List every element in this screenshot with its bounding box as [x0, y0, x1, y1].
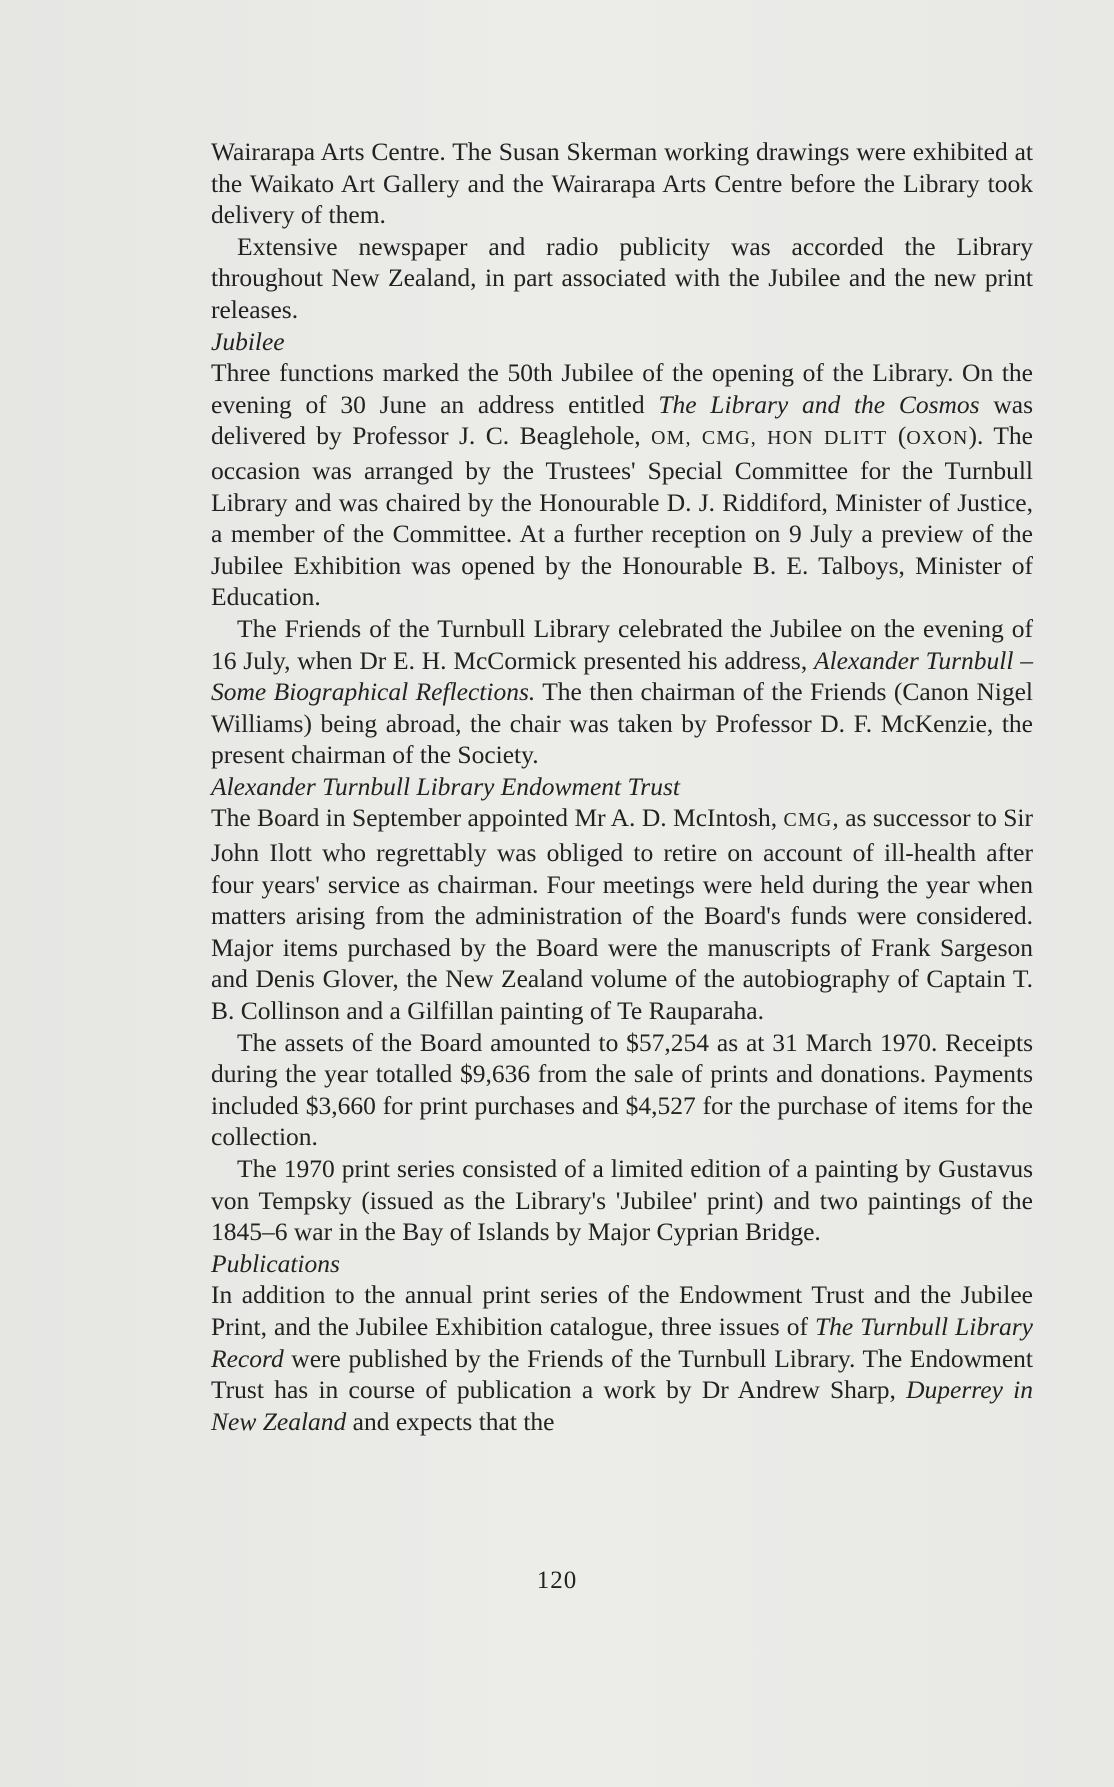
paragraph: Extensive newspaper and radio publicity was accorded the Library throughout New Zealand, in part associated with the Jubilee and the new print releases.: [211, 231, 1033, 324]
section-heading-jubilee: Jubilee: [211, 326, 285, 356]
paragraph: The Friends of the Turnbull Library celebrated the Jubilee on the evening of 16 July, when Dr E. H. McCormick presented his address, Alexander Turnbull – Some Biographical Reflections. The then chairman of the Friends (Canon Nigel Williams) being abroad, the chair was taken by Professor D. F. McKenzie, the present chairman of the Society.: [211, 613, 1033, 770]
italic-title: Alexander Turnbull – Some Biographical Reflections.: [211, 645, 1033, 707]
paragraph: The 1970 print series consisted of a limited edition of a painting by Gustavus von Tempsky (issued as the Library's 'Jubilee' print) and two paintings of the 1845–6 war in the Bay of Islands by Major Cyprian Bridge.: [211, 1154, 1033, 1247]
body-text: [211, 136, 1033, 1437]
section-heading-endowment-trust: Alexander Turnbull Library Endowment Trust: [211, 771, 680, 801]
italic-title: The Library and the Cosmos: [658, 389, 980, 419]
italic-title: Duperrey in New Zealand: [211, 1375, 1033, 1436]
small-caps: CMG: [783, 809, 833, 832]
italic-title: The Turnbull Library Record: [211, 1311, 1033, 1373]
small-caps: OXON: [906, 427, 969, 450]
small-caps: OM, CMG, HON DLITT: [651, 427, 888, 450]
page-number: 120: [536, 1567, 578, 1594]
paragraph: The assets of the Board amounted to $57,254 as at 31 March 1970. Receipts during the year totalled $9,636 from the sale of prints and donations. Payments included $3,660 for print purchases and $4,527 for the purchase of items for the collection.: [211, 1027, 1033, 1152]
section-heading-publications: Publications: [211, 1248, 340, 1278]
paragraph: The Board in September appointed Mr A. D. McIntosh, CMG, as successor to Sir John Ilott who regrettably was obliged to retire on account of ill-health after four years' service as chairman. Four meetings were held during the year when matters arising from the administration of the Board's funds were considered. Major items purchased by the Board were the manuscripts of Frank Sargeson and Denis Glover, the New Zealand volume of the autobiography of Captain T. B. Collinson and a Gilfillan painting of Te Rauparaha.: [211, 803, 1033, 1026]
paragraph: Three functions marked the 50th Jubilee of the opening of the Library. On the evening of 30 June an address entitled The Library and the Cosmos was delivered by Professor J. C. Beaglehole, OM, CMG, HON DLITT (OXON). The occasion was arranged by the Trustees' Special Committee for the Turnbull Library and was chaired by the Honourable D. J. Riddiford, Minister of Justice, a member of the Committee. At a further reception on 9 July a preview of the Jubilee Exhibition was opened by the Honourable B. E. Talboys, Minister of Education.: [211, 358, 1033, 612]
paragraph: In addition to the annual print series of the Endowment Trust and the Jubilee Print, and the Jubilee Exhibition catalogue, three issues of The Turnbull Library Record were published by the Friends of the Turnbull Library. The Endowment Trust has in course of publication a work by Dr Andrew Sharp, Duperrey in New Zealand and expects that the: [211, 1280, 1033, 1436]
paragraph: Wairarapa Arts Centre. The Susan Skerman working drawings were exhibited at the Waikato Art Gallery and the Wairarapa Arts Centre before the Library took delivery of them.: [211, 137, 1033, 230]
